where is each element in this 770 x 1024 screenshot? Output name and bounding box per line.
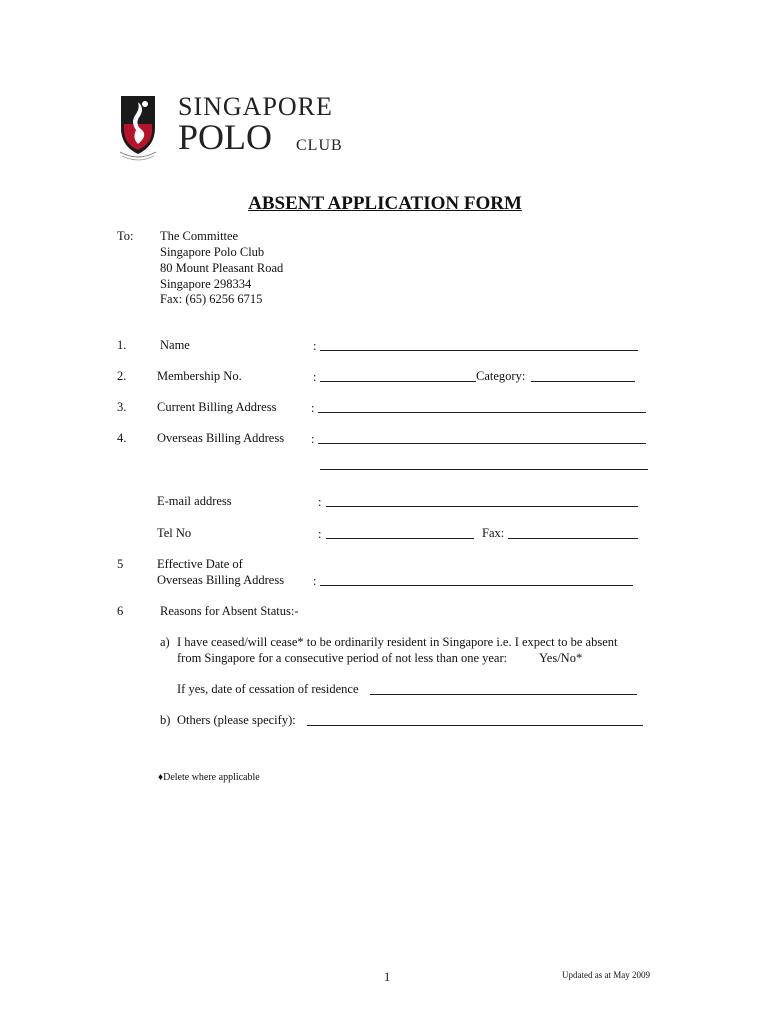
name-field-line[interactable]: [320, 350, 638, 351]
email-colon: :: [318, 495, 322, 509]
logo-text-singapore: SINGAPORE: [178, 92, 333, 121]
others-specify-field-line[interactable]: [307, 725, 643, 726]
fax-label: Fax:: [482, 526, 505, 540]
field-number-6: 6: [117, 604, 124, 618]
club-crest-icon: [118, 94, 158, 162]
page-number: 1: [384, 970, 391, 984]
option-b-label: Others (please specify):: [177, 713, 296, 727]
reasons-label: Reasons for Absent Status:-: [160, 604, 299, 618]
address-line-4: Singapore 298334: [160, 277, 252, 291]
to-label: To:: [117, 229, 134, 243]
form-title: ABSENT APPLICATION FORM: [248, 193, 522, 214]
field-number-4: 4.: [117, 431, 127, 445]
option-b-marker: b): [160, 713, 171, 727]
logo-text-polo: POLO: [178, 117, 273, 157]
overseas-billing-colon: :: [311, 432, 315, 446]
effective-date-label-line-1: Effective Date of: [157, 557, 243, 571]
category-field-line[interactable]: [531, 381, 635, 382]
option-a-marker: a): [160, 635, 170, 649]
effective-date-label-line-2: Overseas Billing Address: [157, 573, 285, 587]
name-colon: :: [313, 339, 317, 353]
email-label: E-mail address: [157, 494, 232, 508]
address-line-5: Fax: (65) 6256 6715: [160, 292, 263, 306]
current-billing-field-line[interactable]: [318, 412, 646, 413]
overseas-billing-field-line-2[interactable]: [320, 469, 648, 470]
membership-field-line[interactable]: [320, 381, 476, 382]
membership-colon: :: [313, 370, 317, 384]
address-line-1: The Committee: [160, 229, 239, 243]
effective-date-field-line[interactable]: [320, 585, 633, 586]
name-label: Name: [160, 338, 190, 352]
fax-field-line[interactable]: [508, 538, 638, 539]
membership-label: Membership No.: [157, 369, 242, 383]
option-a-line-1: I have ceased/will cease* to be ordinarily resident in Singapore i.e. I expect to be absent: [177, 635, 618, 649]
current-billing-label: Current Billing Address: [157, 400, 277, 414]
overseas-billing-field-line-1[interactable]: [318, 443, 646, 444]
category-label: Category:: [476, 369, 526, 383]
option-a-line-2: from Singapore for a consecutive period of not less than one year:: [177, 651, 508, 665]
effective-date-colon: :: [313, 574, 317, 588]
field-number-5: 5: [117, 557, 124, 571]
tel-colon: :: [318, 527, 322, 541]
address-line-2: Singapore Polo Club: [160, 245, 265, 259]
field-number-2: 2.: [117, 369, 127, 383]
yes-no-choice[interactable]: Yes/No*: [539, 651, 583, 665]
club-logo: [118, 94, 350, 166]
field-number-1: 1.: [117, 338, 127, 352]
tel-field-line[interactable]: [326, 538, 474, 539]
tel-label: Tel No: [157, 526, 192, 540]
field-number-3: 3.: [117, 400, 127, 414]
address-line-3: 80 Mount Pleasant Road: [160, 261, 284, 275]
cessation-date-label: If yes, date of cessation of residence: [177, 682, 359, 696]
footnote-delete-where-applicable: ♦Delete where applicable: [158, 772, 260, 783]
email-field-line[interactable]: [326, 506, 638, 507]
current-billing-colon: :: [311, 401, 315, 415]
overseas-billing-label: Overseas Billing Address: [157, 431, 285, 445]
logo-text-club: CLUB: [296, 137, 343, 154]
updated-date: Updated as at May 2009: [562, 970, 650, 980]
cessation-date-field-line[interactable]: [370, 694, 637, 695]
